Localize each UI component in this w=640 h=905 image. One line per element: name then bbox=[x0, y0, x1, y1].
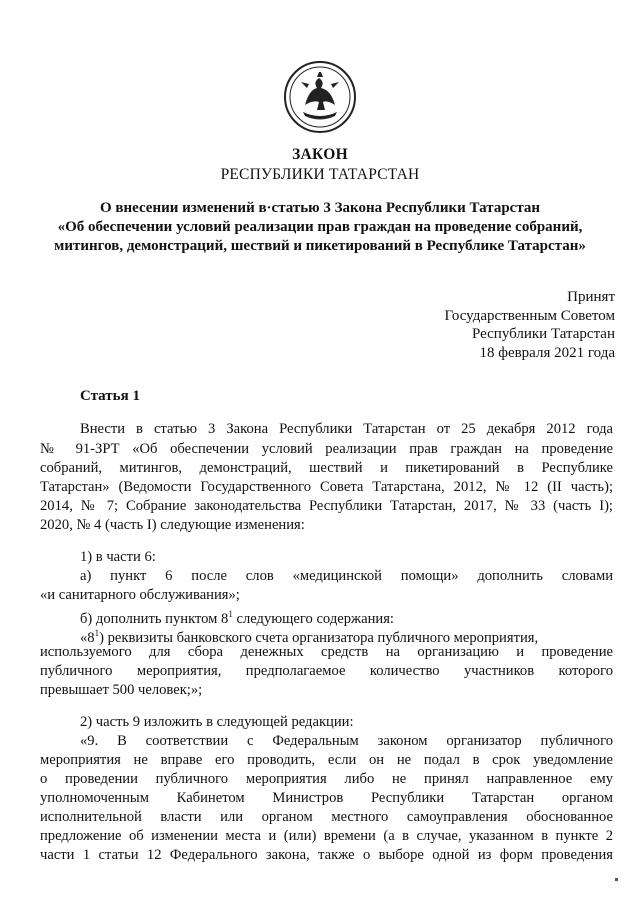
body-line: Внести в статью 3 Закона Республики Татарстан от 25 декабря 2012 года bbox=[80, 421, 613, 437]
body-text: ) реквизиты банковского счета организатора публичного мероприятия, bbox=[99, 629, 539, 646]
body-line: о проведении публичного мероприятия либо не принял направленное ему bbox=[40, 771, 613, 787]
superscript: 1 bbox=[94, 628, 100, 638]
subject-line: митингов, демонстраций, шествий и пикетирований в Республике Татарстан» bbox=[54, 238, 586, 254]
body-line: а) пункт 6 после слов «медицинской помощи» дополнить словами bbox=[80, 568, 613, 584]
law-subject bbox=[0, 199, 640, 256]
body-line: № 91-ЗРТ «Об обеспечении условий реализации прав граждан на проведение bbox=[40, 441, 613, 457]
superscript: 1 bbox=[228, 609, 233, 619]
body-line: собраний, митингов, демонстраций, шествий и пикетирований в Республике bbox=[40, 460, 613, 476]
body-line: Татарстан» (Ведомости Государственного Совета Татарстана, 2012, № 12 (II часть); bbox=[40, 479, 613, 495]
body-text: следующего содержания: bbox=[232, 610, 394, 627]
subject-line: О внесении изменений в·статью 3 Закона Республики Татарстан bbox=[99, 200, 541, 216]
body-line: части 1 статьи 12 Федерального закона, также о выборе одной из форм проведения bbox=[40, 847, 613, 863]
body-line: мероприятия не вправе его проводить, если он не подал в срок уведомление bbox=[40, 752, 613, 768]
coat-of-arms-seal-icon bbox=[283, 60, 357, 134]
body-line: публичного мероприятия, предполагаемое количество участников которого bbox=[40, 663, 613, 679]
body-line: 1) в части 6: bbox=[80, 549, 156, 565]
acceptance-block bbox=[355, 288, 615, 362]
body-text: «8 bbox=[80, 629, 95, 646]
scan-speck bbox=[615, 878, 618, 881]
body-line: «9. В соответствии с Федеральным законом организатор публичного bbox=[80, 733, 613, 749]
subject-line: «Об обеспечении условий реализации прав граждан на проведение собраний, bbox=[57, 219, 583, 235]
body-line: «и санитарного обслуживания»; bbox=[40, 587, 240, 603]
body-line: превышает 500 человек;»; bbox=[40, 682, 203, 698]
acceptance-line: Республики Татарстан bbox=[471, 326, 615, 342]
body-line: исполнительной власти или органом местного самоуправления обоснованное bbox=[40, 809, 613, 825]
body-line: предложение об изменении места и (или) времени (а в случае, указанном в пункте 2 bbox=[40, 828, 613, 844]
acceptance-line: Принят bbox=[567, 289, 615, 305]
acceptance-line: Государственным Советом bbox=[444, 307, 615, 324]
body-line: уполномоченным Кабинетом Министров Республики Татарстан органом bbox=[40, 790, 613, 806]
article-title: Статья 1 bbox=[80, 388, 140, 404]
acceptance-date: 18 февраля 2021 года bbox=[479, 344, 615, 361]
body-line: 2) часть 9 изложить в следующей редакции: bbox=[80, 714, 354, 730]
republic-label: РЕСПУБЛИКИ ТАТАРСТАН bbox=[220, 166, 420, 183]
body-text: б) дополнить пунктом 8 bbox=[80, 610, 229, 627]
body-line: 2014, № 7; Собрание законодательства Республики Татарстан, 2017, № 33 (часть I); bbox=[40, 498, 613, 514]
law-label: ЗАКОН bbox=[292, 146, 348, 163]
body-line: 2020, № 4 (часть I) следующие изменения: bbox=[40, 517, 305, 533]
body-line: используемого для сбора денежных средств на организацию и проведение bbox=[40, 644, 613, 660]
